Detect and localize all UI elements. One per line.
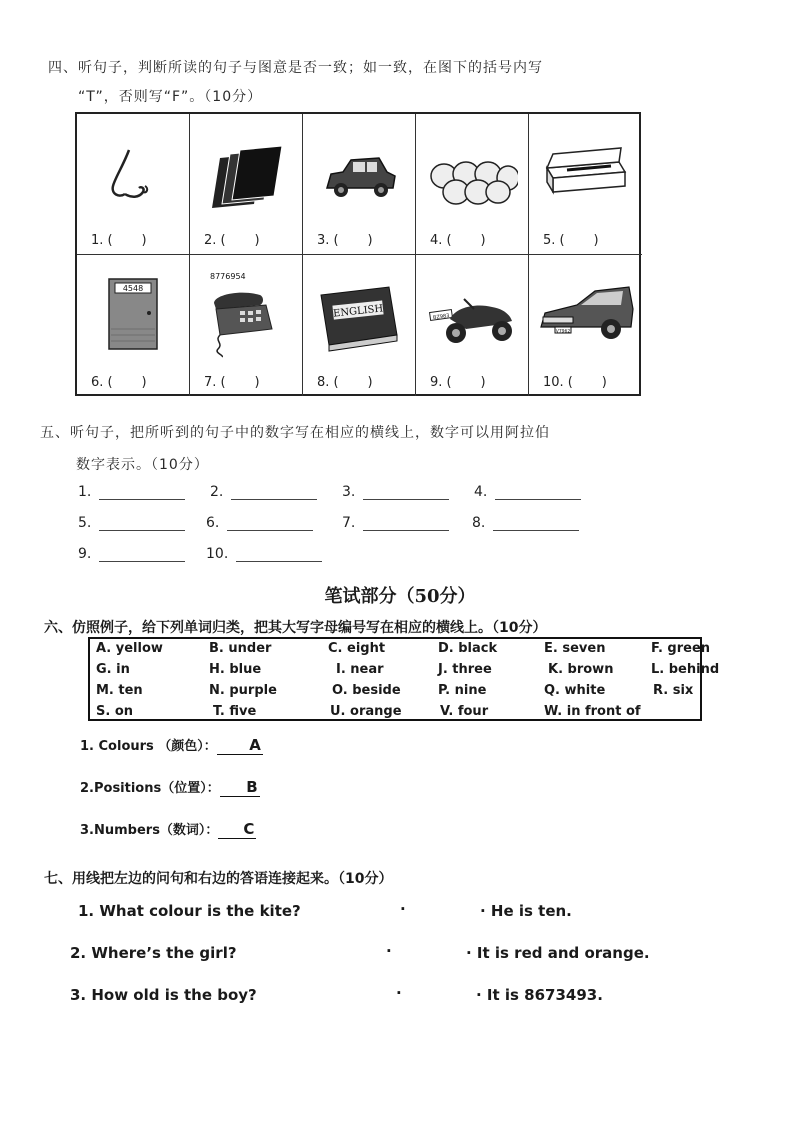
word-item: J. three [438,662,492,677]
word-item: I. near [336,662,384,677]
picture-cell-2 [190,114,303,255]
word-item: Q. white [544,683,606,698]
category-answer[interactable]: B [220,778,260,797]
answer-item[interactable]: · It is red and orange. [466,944,650,962]
word-box [88,637,720,721]
picture-grid [75,112,641,396]
picture-cell-3 [303,114,416,255]
answer-item[interactable]: · He is ten. [480,902,572,920]
balls-icon [426,128,518,218]
word-item: V. four [440,704,489,719]
answer-item[interactable]: · It is 8673493. [476,986,603,1004]
category-label: 3.Numbers（数词）： [80,823,219,838]
picture-cell-4 [416,114,529,255]
question-item: 2. Where’s the girl? [70,944,237,962]
number-blank-4[interactable]: 4. [474,484,581,500]
word-item: A. yellow [96,641,163,656]
category-numbers [80,819,256,839]
picture-cell-6 [77,255,190,396]
motorbike-plate-text: BZ983 [432,312,450,322]
word-item: M. ten [96,683,143,698]
answer-bracket[interactable]: 3. ( ) [317,233,373,248]
number-blank-6[interactable]: 6. [206,515,313,531]
section7-heading: 七、用线把左边的问句和右边的答语连接起来。（10分） [44,871,393,887]
section5-heading-line1: 五、听句子，把所听到的句子中的数字写在相应的横线上，数字可以用阿拉伯 [40,425,550,441]
picture-cell-10 [529,255,642,396]
category-colours [80,735,263,755]
books-icon [200,128,292,218]
written-part-title: 笔试部分（50分） [324,586,476,607]
telephone-icon [200,269,292,359]
word-item: S. on [96,704,134,719]
answer-bracket[interactable]: 1. ( ) [91,233,147,248]
number-blank-3[interactable]: 3. [342,484,449,500]
english-book-text: ENGLISH [332,303,384,320]
match-dot[interactable]: · [400,900,406,918]
category-answer[interactable]: A [217,736,263,755]
picture-cell-8 [303,255,416,396]
word-item: F. green [651,641,711,656]
answer-bracket[interactable]: 8. ( ) [317,375,373,390]
number-blank-5[interactable]: 5. [78,515,185,531]
question-item: 1. What colour is the kite? [78,902,301,920]
word-item: B. under [209,641,272,656]
word-item: L. behind [651,662,720,677]
english-book-icon [313,269,405,359]
number-blank-8[interactable]: 8. [472,515,579,531]
section4-heading-line2: “T”，否则写“F”。（10分） [78,89,263,105]
category-positions [80,777,260,797]
door-number-icon [87,269,179,359]
word-item: P. nine [438,683,487,698]
category-label: 1. Colours （颜色）： [80,739,217,754]
number-blank-9[interactable]: 9. [78,546,185,562]
answer-bracket[interactable]: 7. ( ) [204,375,260,390]
answer-bracket[interactable]: 10. ( ) [543,375,607,390]
word-item: U. orange [330,704,402,719]
answer-bracket[interactable]: 9. ( ) [430,375,486,390]
number-blank-7[interactable]: 7. [342,515,449,531]
question-item: 3. How old is the boy? [70,986,257,1004]
picture-cell-7 [190,255,303,396]
word-item: G. in [96,662,130,677]
phone-number-text: 8776954 [210,272,246,281]
word-item: H. blue [209,662,262,677]
answer-bracket[interactable]: 6. ( ) [91,375,147,390]
pencil-box-icon [539,128,631,218]
answer-bracket[interactable]: 2. ( ) [204,233,260,248]
word-item: C. eight [328,641,386,656]
section6-heading: 六、仿照例子，给下列单词归类，把其大写字母编号写在相应的横线上。（10分） [44,620,547,636]
match-dot[interactable]: · [396,984,402,1002]
section5-heading-line2: 数字表示。（10分） [76,457,209,473]
car-plate-text: V7962 [555,329,571,335]
nose-icon [87,128,179,218]
word-item: K. brown [548,662,614,677]
word-item: R. six [653,683,694,698]
number-blank-2[interactable]: 2. [210,484,317,500]
word-item: O. beside [332,683,401,698]
picture-cell-5 [529,114,642,255]
match-dot[interactable]: · [386,942,392,960]
word-item: N. purple [209,683,277,698]
category-label: 2.Positions（位置）： [80,781,220,796]
section4-heading-line1: 四、听句子，判断所读的句子与图意是否一致；如一致，在图下的括号内写 [48,60,543,76]
word-item: T. five [213,704,257,719]
motorbike-icon [426,269,518,359]
number-blank-10[interactable]: 10. [206,546,322,562]
picture-cell-1 [77,114,190,255]
car-icon [531,269,635,359]
word-item: D. black [438,641,498,656]
door-number-text: 4548 [122,284,144,293]
jeep-icon [313,128,405,218]
word-item: E. seven [544,641,606,656]
category-answer[interactable]: C [218,820,256,839]
picture-cell-9 [416,255,529,396]
word-item: W. in front of [544,704,641,719]
number-blank-1[interactable]: 1. [78,484,185,500]
answer-bracket[interactable]: 5. ( ) [543,233,599,248]
answer-bracket[interactable]: 4. ( ) [430,233,486,248]
